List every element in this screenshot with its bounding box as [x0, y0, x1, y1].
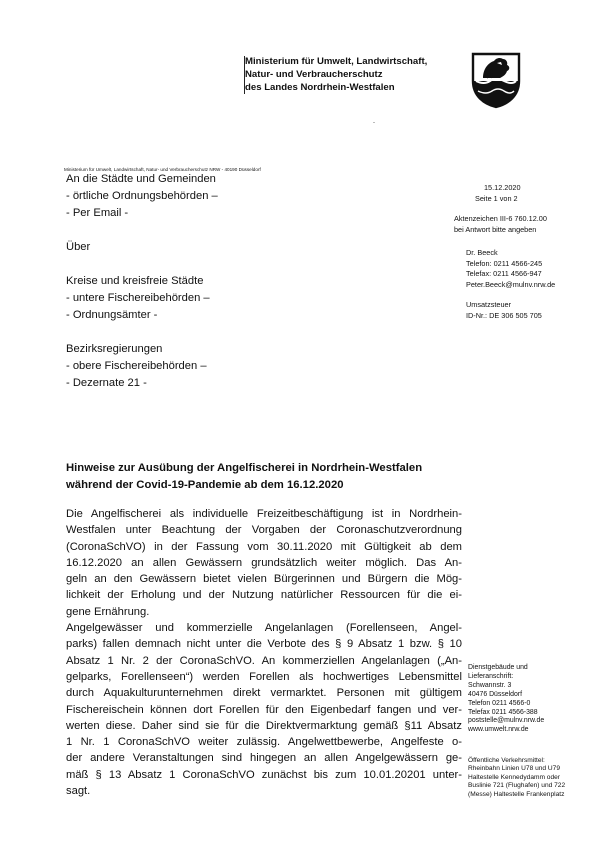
recipient-line [66, 324, 218, 341]
title-line: während der Covid-19-Pandemie ab dem 16.12.2020 [66, 478, 344, 491]
body-line: durch Aquakulturunternehmen direkt vermarktet. Personen mit gültigem [66, 687, 462, 700]
body-line: 1 Nr. 1 CoronaSchVO weiter zulässig. Angelwettbewerbe, Angelfeste o- [66, 736, 462, 749]
address-line: www.umwelt.nrw.de [468, 726, 529, 734]
body-line: gelparks, Forellenseen“) werden Forellen als hochwertiges Lebensmittel [66, 670, 462, 683]
body-line: werten diese. Daher sind sie für die Direktvermarktung gemäß §11 Absatz [66, 719, 462, 732]
recipient-line: Kreise und kreisfreie Städte [66, 275, 204, 287]
body-line: (CoronaSchVO) in der Fassung vom 30.11.2020 mit Gültigkeit ab dem [66, 540, 462, 553]
recipient-line: - untere Fischereibehörden – [66, 292, 210, 304]
scan-speck [373, 122, 375, 123]
reference-block [454, 214, 547, 235]
ministry-header [245, 55, 427, 94]
contact-block [466, 248, 555, 290]
reference-number: Aktenzeichen III-6 760.12.00 [454, 214, 547, 223]
body-line: geln an den Gewässern bietet vielen Bürgerinnen und Bürgern die Mög- [66, 573, 462, 586]
page-number: Seite 1 von 2 [475, 194, 518, 203]
address-line: Telefax 0211 4566-388 [468, 708, 538, 716]
tax-id: ID-Nr.: DE 306 505 705 [466, 310, 542, 320]
office-address [468, 664, 544, 735]
recipient-line: An die Städte und Gemeinden [66, 173, 216, 185]
address-line: poststelle@mulnv.nrw.de [468, 717, 545, 725]
body-line: parks) fallen demnach nicht unter die Verbote des § 9 Absatz 1 bzw. § 10 [66, 638, 462, 651]
title-line: Hinweise zur Ausübung der Angelfischerei in Nordrhein-Westfalen [66, 462, 423, 474]
document-title [66, 460, 422, 493]
recipient-line [66, 256, 218, 273]
body-line: mäß § 13 Absatz 1 CoronaSchVO zunächst bis zum 10.01.20201 unter- [66, 768, 462, 781]
transit-info [468, 757, 565, 799]
contact-name: Dr. Beeck [466, 248, 498, 257]
address-line: 40476 Düsseldorf [468, 690, 523, 698]
body-line: Die Angelfischerei als individuelle Freizeitbeschäftigung ist in Nordrhein- [66, 508, 462, 520]
recipient-address [66, 171, 218, 392]
address-line: Telefon 0211 4566-0 [468, 699, 531, 707]
body-line: 16.12.2020 an allen Gewässern grundsätzlich weiter möglich. Das An- [66, 556, 462, 569]
contact-phone: Telefon: 0211 4566-245 [466, 258, 543, 268]
body-line: Absatz 1 Nr. 2 der CoronaSchVO. An kommerziellen Angelanlagen („An- [66, 654, 462, 667]
transit-line: Buslinie 721 (Flughafen) und 722 [468, 782, 566, 790]
recipient-line: - Per Email - [66, 207, 129, 219]
body-line: gene Ernährung. [66, 605, 150, 618]
body-text [66, 506, 462, 799]
ministry-line: Ministerium für Umwelt, Landwirtschaft, [245, 56, 428, 67]
address-line: Dienstgebäude und [468, 664, 528, 671]
reference-note: bei Antwort bitte angeben [454, 224, 537, 234]
contact-fax: Telefax: 0211 4566-947 [466, 269, 542, 278]
transit-line: Öffentliche Verkehrsmittel: [468, 757, 545, 764]
recipient-line: - örtliche Ordnungsbehörden – [66, 190, 218, 202]
contact-email: Peter.Beeck@mulnv.nrw.de [466, 279, 556, 289]
ministry-line: des Landes Nordrhein-Westfalen [245, 82, 395, 93]
tax-block [466, 300, 542, 321]
body-line: der andere Veranstaltungen sind hingegen an allen Angelgewässern ge- [66, 752, 462, 765]
transit-line: (Messe) Haltestelle Frankenplatz [468, 790, 565, 798]
letter-date: 15.12.2020 [484, 183, 521, 192]
recipient-line: - Dezernate 21 - [66, 377, 147, 389]
recipient-line: Über [66, 241, 91, 253]
body-line: Westfalen unter Beachtung der Vorgaben der Coronaschutzverordnung [66, 524, 462, 537]
transit-line: Haltestelle Kennedydamm oder [468, 773, 560, 781]
body-line: Angelgewässer und kommerzielle Angelanlagen (Forellenseen, Angel- [66, 622, 462, 635]
transit-line: Rheinbahn Linien U78 und U79 [468, 765, 561, 773]
address-line: Schwannstr. 3 [468, 681, 512, 689]
recipient-line [66, 222, 218, 239]
nrw-coat-of-arms-logo [470, 51, 522, 109]
ministry-line: Natur- und Verbraucherschutz [245, 69, 383, 80]
body-line: sagt. [66, 785, 91, 798]
tax-label: Umsatzsteuer [466, 300, 512, 309]
recipient-line: Bezirksregierungen [66, 343, 163, 355]
recipient-line: - obere Fischereibehörden – [66, 360, 207, 372]
recipient-line: - Ordnungsämter - [66, 309, 158, 321]
address-line: Lieferanschrift: [468, 672, 514, 680]
body-line: lichkeit der Erholung und der Nutzung natürlicher Ressourcen für die ei- [66, 589, 462, 602]
body-line: Fischereischein können dort Forellen für den Eigenbedarf fangen und ver- [66, 703, 462, 716]
sender-line: Ministerium für Umwelt, Landwirtschaft, Natur- und Verbraucherschutz NRW - 40190 Düsseldorf [64, 167, 261, 172]
